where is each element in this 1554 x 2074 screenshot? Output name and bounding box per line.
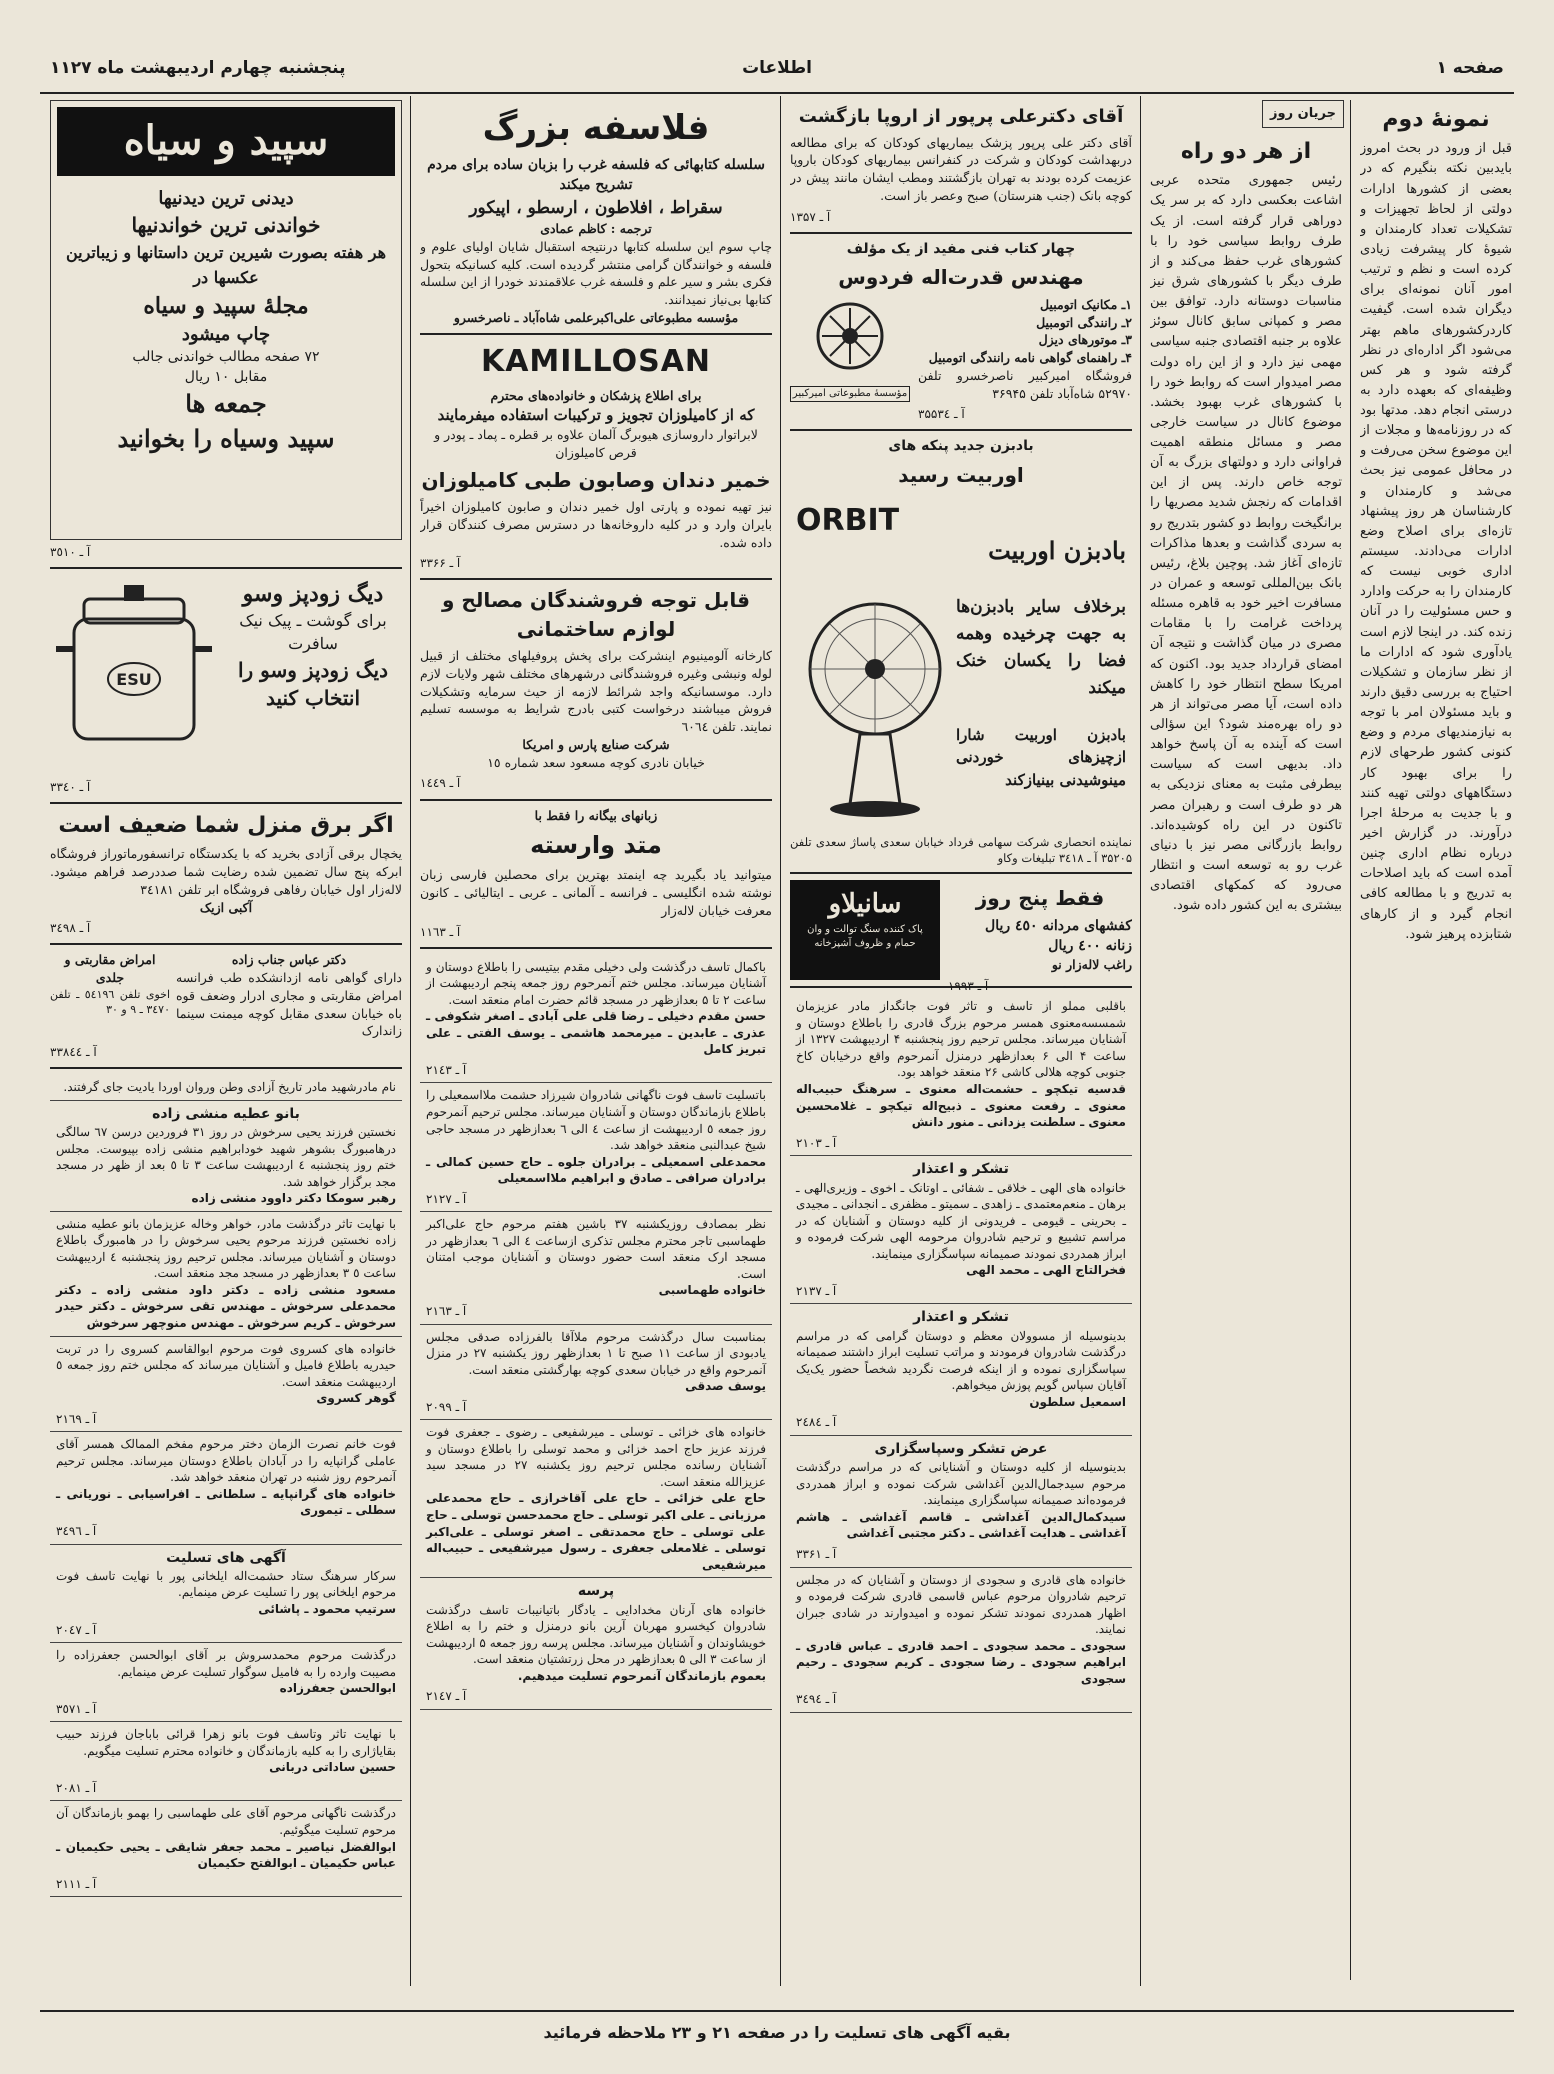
notice-ref: آ ـ ۲١٤۳ — [426, 1062, 467, 1077]
sepid-line: مقابل ١٠ ریال — [184, 368, 268, 385]
ad-ref: آ ـ ۱۳۵۷ — [790, 209, 831, 224]
page-number: صفحه ۱ — [1436, 58, 1504, 78]
ad-ref: آ ـ ٣٣٨٤٤ — [50, 1045, 97, 1060]
fan-ad-title: بادبزن جدید پنکه های — [888, 438, 1034, 455]
notice-text: باکمال تاسف درگذشت ولی دخیلی مقدم بیتیسی را باطلاع دوستان و آشنایان میرساند. مجلس ختم آنمرحوم روز جمعه پنجم اردیبهشت از ساعت ۲ تا ۵ بعدازظهر در مسجد قائم حضرت امام منعقد است. — [426, 959, 766, 1007]
books-title: چهار کتاب فنی مفید از یک مؤلف — [846, 240, 1076, 257]
sepid-line: خواندنی ترین خواندنیها — [131, 213, 321, 238]
notice-ref: آ ـ ٢١٦٩ — [56, 1411, 97, 1426]
notice — [50, 1101, 402, 1212]
shoes-prices: کفشهای مردانه ٤٥٠ ریال زنانه ٤٠٠ ریال — [985, 917, 1132, 954]
notice-title: تشکر و اعتذار — [913, 1309, 1009, 1326]
doctor-name: دکتر عباس جناب زاده — [231, 952, 347, 968]
notice-title: پرسه — [577, 1583, 615, 1600]
notice-ref: آ ـ ۲٠٩٩ — [426, 1399, 467, 1414]
doctor-return-title: آقای دکترعلی پرپور از اروپا بازگشت — [798, 106, 1124, 127]
ad-ref: آ ـ ١١٦٣ — [420, 924, 461, 939]
notice — [420, 1083, 772, 1212]
esu-text — [228, 579, 398, 712]
politics-body: رئیس جمهوری متحده عربی اشاعت بعکسی دارد که بر سر یک دوراهی قرار گرفته است. از یک طرف روابط سیاسی خود را با کشورهای غرب حفظ می‌کند و از طرف دیگر با کشورهای شرق نیز مناسبات دوستانه دارد. توافق بین مصر و کمپانی سابق کانال سوئز علاوه بر جنبه اقتصادی جنبه سیاسی مهمی نیز دارد و از این راه دولت مصر امیدوار است که روابط خود را با کشورهای غرب بهبود بخشد. موضوع کانال در سیاست خارجی مصر و مسائل منطقه اهمیت فراوانی دارد و دولتهای بزرگ به آن توجه خاص دارند. پس از این اقدامات که رنجش شدید مصریها را برانگیخت روابط دو کشور بتدریج رو به سردی گذاشت و بعدها مذاکرات تازه‌ای آغاز شد. پوچین بلاغ، رئیس بانک بین‌المللی توسعه و عمران در مسافرت اخیر خود به قاهره مسئله پرداخت غرامت را با مقامات مصری در میان گذاشت و نتیجه آن امضای قرارداد جدید بود. اکنون که امریکا سطح انتظار خود را کاهش داده است، آیا مصر می‌تواند از هر دو راه بهره‌مند شود؟ این سؤالی است که آینده به آن پاسخ خواهد داد. بدیهی است که سیاست بیطرفی مثبت به معنای نزدیکی به هر دو طرف است و رهبران مصر تاکنون در این راه کوشیده‌اند. روابط بازرگانی مصر نیز با دنیای غرب رو به توسعه است و انتظار می‌رود که کمکهای اقتصادی بیشتری به این کشور داده شود. — [1150, 173, 1342, 914]
fridge-company: آکبی ازیک — [199, 899, 253, 915]
fan-slogan-1: بادبزن اوربیت — [988, 535, 1126, 565]
doctor-ad — [50, 951, 402, 1040]
notice — [420, 955, 772, 1084]
notice — [50, 1432, 402, 1544]
divider — [420, 799, 772, 801]
notice-text: خانواده های قادری و سجودی از دوستان و آشنایان که در مجلس ترحیم شادروان مرحوم عباس قاسمی قادری شرکت فرموده و اظهار همدردی نمودند تشکر نموده و امیدوارند در شادی جبران نمایند. — [796, 1572, 1126, 1637]
fridge-title: اگر برق منزل شما ضعیف است — [58, 813, 394, 839]
car-wheel-icon — [790, 296, 910, 386]
aluminium-title: قابل توجه فروشندگان مصالح و لوازم ساختمانی — [442, 588, 750, 641]
translator: ترجمه : کاظم عمادی — [540, 221, 652, 237]
notice — [50, 1212, 402, 1337]
publisher-stamp: مؤسسهٔ مطبوعاتی امیرکبیر — [790, 386, 910, 402]
notice-text: درگذشت مرحوم محمدسروش بر آقای ابوالحسن جعفرزاده را مصیبت وارده را به فامیل سوگوار تسلیت عرض مینمایم. — [56, 1648, 396, 1679]
aluminium-company: شرکت صنایع پارس و امریکا — [522, 736, 670, 752]
shoes-ad — [948, 880, 1132, 994]
notice — [420, 1212, 772, 1324]
notice — [50, 1545, 402, 1644]
notice — [50, 1801, 402, 1897]
notice-text: خانواده های آرنان مخدادایی ـ یادگار باتیانیبات تاسف درگذشت شادروان کیخسرو مهربان آرین بانو درمنزل و ختم را به اطلاع خویشاوندان و آشنایان میرساند. مجلس پرسه روز جمعه ۵ اردیبهشت از ساعت ۳ الی ۵ بعدازظهر در محل زرتشتیان منعقد است. — [426, 1602, 766, 1667]
notice-text: با نهایت تاثر درگذشت مادر، خواهر وخاله عزیزمان بانو عطیه منشی زاده نخستین فرزند مرحوم یحیی سرخوش را در هامبورگ باطلاع دوستان و آشنایان میرساند. مجلس ترحیم روز پنجشنبه ٤ اردیبهشت ساعت ٥ ٣ بعدازظهر در مسجد مجد منعقد است. — [56, 1216, 396, 1281]
magazine-logo: سپید و سیاه — [57, 107, 395, 176]
column-badge: جریان روز — [1262, 100, 1344, 128]
philosophers-publisher: مؤسسه مطبوعاتی علی‌اکبرعلمی شاه‌آباد ـ ناصرخسرو — [453, 309, 739, 325]
esu-ad — [50, 575, 402, 775]
notice-names: اسمعیل سلطون — [1029, 1394, 1126, 1409]
notice-names: خانواده های گرانپایه ـ سلطانی ـ افراسیابی ـ نوریانی ـ سطلی ـ تیموری — [56, 1486, 396, 1518]
divider — [420, 947, 772, 949]
notice — [790, 1304, 1132, 1436]
notice-text: بمناسبت سال درگذشت مرحوم ملاآقا بالفرزاده صدقی مجلس یادبودی از ساعت ١١ صبح تا ١ بعدازظهر روز یکشنبه ٢٧ در منزل آنمرحوم واقع در خیابان سعدی کوچه بهارگشتی منعقد است. — [426, 1329, 767, 1377]
notice-names: یوسف صدقی — [685, 1379, 766, 1394]
newspaper-name: اطلاعات — [742, 58, 812, 78]
notice-title: بانو عطیه منشی زاده — [152, 1105, 300, 1122]
page-footer-note: بقیه آگهی های تسلیت را در صفحه ۲۱ و ۲۳ ملاحظه فرمائید — [543, 2023, 1011, 2042]
notice-names: ابوالحسن جعفرزاده — [279, 1681, 396, 1696]
book-item: ۴ـ راهنمای گواهی نامه رانندگی اتومبیل — [928, 350, 1132, 366]
notice — [420, 1578, 772, 1710]
politics-column — [1150, 132, 1342, 1980]
notice-title: تشکر و اعتذار — [913, 1161, 1009, 1178]
notice-text: فوت خانم نصرت الزمان دختر مرحوم مفخم الممالک همسر آقای عاملی گرانپایه را در آبادان باطلاع دوستان میرساند. مجلس ترحیم آنمرحوم روز شنبه در تهران منعقد خواهد شد. — [56, 1437, 396, 1485]
esu-line: سافرت — [288, 633, 338, 653]
publisher-logo — [790, 296, 910, 424]
notice-names: حسین ساداتی دربانی — [269, 1760, 396, 1775]
ad-ref: آ ـ ٣٤٩٨ — [50, 921, 91, 936]
aluminium-body: کارخانه آلومینیوم اینشرکت برای پخش پروفیلهای مختلف از قبیل لوله ونبشی وغیره فروشندگانی درشهرهای مختلف شهر ولایات لازم دارد. موسسانیکه واجد شرائط لازمه از حیث سرمایه وتشکیلات فروش میباشند درخواست کتبی بادرج شرایط به موسسه تسلیم نمایند. تلفن ٦٠٦٤ — [420, 648, 772, 735]
notice-names: فخرالتاج الهی ـ محمد الهی — [966, 1263, 1126, 1278]
aluminium-address: خیابان نادری کوچه مسعود سعد شماره ١٥ — [487, 754, 705, 770]
author-name: مهندس قدرت‌اله فردوس — [838, 265, 1084, 290]
ads-column-4 — [420, 100, 772, 1980]
notice-names: گوهر کسروی — [316, 1391, 396, 1406]
notice-names: مسعود منشی زاده ـ دکتر داود منشی زاده ـ دکتر محمدعلی سرخوش ـ مهندس تقی سرخوش ـ دکتر حیدر سرخوش ـ کریم سرخوش ـ مهندس منوچهر سرخوش — [56, 1282, 396, 1330]
shoes-title: فقط پنج روز — [975, 886, 1105, 911]
fan-ad-subtitle: اوربیت رسید — [898, 463, 1024, 488]
notice — [50, 1643, 402, 1722]
kamillosan-line: برای اطلاع پزشکان و خانواده‌های محترم — [490, 388, 702, 404]
notice-text: نظر بمصادف روزیکشنبه ۳٧ باشین هفتم مرحوم حاج علی‌اکبر طهماسبی تاجر محترم مجلس تذکری ازساعت ٤ الی ٦ بعدازظهر در مسجد ارک منعقد است حضور دوستان و آشنایان موجب امتنان است. — [426, 1217, 766, 1281]
notice-names: خانواده طهماسبی — [658, 1283, 766, 1298]
notice-names: رهبر سومکا دکتر داوود منشی زاده — [191, 1191, 396, 1206]
notice-ref: آ ـ ۲١٦٣ — [426, 1304, 467, 1319]
notice-text: نخستین فرزند یحیی سرخوش در روز ٣١ فروردین درسن ٦٧ سالگی درهامبورگ بشوهر شهید خودابراهیم منشی زاده بپیوست. مجلس ختم روز پنجشنبه ٤ اردیبهشت ساعت ٣ تا ٥ بعد از ظهر در مسجد مجد برگزار خواهد شد. — [56, 1124, 397, 1189]
ad-ref: آ ـ ٣٣٤٠ — [50, 780, 91, 795]
notice-ref: آ ـ ۲٤٨٤ — [796, 1415, 837, 1430]
column-divider — [780, 96, 781, 1986]
notice — [420, 1325, 772, 1421]
kamillosan-brand: KAMILLOSAN — [480, 343, 712, 379]
sepid-line: مجلهٔ سپید و سیاه — [143, 292, 309, 319]
notice — [790, 994, 1132, 1156]
notice-names: محمدعلی اسمعیلی ـ برادران جلوه ـ حاج حسین کمالی ـ برادران صرافی ـ صادق و ابراهیم ملااسمعیلی — [426, 1154, 766, 1186]
kamillosan-product: خمیر دندان وصابون طبی کامیلوزان — [421, 467, 771, 492]
book-item: ۱ـ مکانیک اتومبیل — [1039, 296, 1132, 312]
notice — [420, 1420, 772, 1578]
notice-ref: آ ـ ٢٠٤٧ — [56, 1622, 97, 1637]
divider — [790, 232, 1132, 234]
ad-ref: آ ـ ٣٥١٠ — [50, 545, 91, 559]
fan-ad-footer: نماینده انحصاری شرکت سهامی فرداد خیابان سعدی پاساژ سعدی تلفن ۳۵۲۰۵ آ ـ ۳٤۱۸ تبلیغات وکاو — [790, 834, 1132, 865]
notice-ref: آ ـ ۲١٤٧ — [426, 1689, 467, 1704]
notice-names: بعموم بازماندگان آنمرحوم تسلیت میدهیم. — [517, 1668, 766, 1683]
notice-ref: آ ـ ۳٤۹٤ — [796, 1692, 837, 1707]
esu-line: دیگ زودپز وسو را — [237, 657, 389, 682]
shoes-sanilo-row — [790, 880, 1132, 994]
notice — [790, 1568, 1132, 1713]
sanilo-ad — [790, 880, 940, 980]
notice — [50, 1075, 402, 1101]
divider — [790, 872, 1132, 874]
notice-ref: آ ـ ٣٥٧١ — [56, 1701, 97, 1716]
notice-ref: آ ـ ۳۳۶۱ — [796, 1547, 837, 1561]
sepid-line: دیدنی ترین دیدنیها — [158, 187, 294, 209]
editorial-column — [1360, 100, 1512, 1980]
notice-text: سرکار سرهنگ ستاد حشمت‌اله ایلخانی پور با نهایت تاسف فوت مرحوم ایلخانی پور را تسلیت عرض مینمایم. — [56, 1568, 396, 1600]
pressure-cooker-icon — [54, 579, 214, 759]
divider — [790, 429, 1132, 431]
notice-names: سجودی ـ محمد سجودی ـ احمد قادری ـ عباس قادری ـ ابراهیم سجودی ـ رضا سجودی ـ کریم سجودی ـ رحیم سجودی — [796, 1638, 1126, 1686]
notice-names: سیدکمال‌الدین آغداشی ـ قاسم آغداشی ـ هاشم آغداشی ـ هدایت آغداشی ـ دکتر مجتبی آغداشی — [796, 1509, 1126, 1541]
notices-col3 — [790, 994, 1132, 1713]
notice-text: خانواده های کسروی فوت مرحوم ابوالقاسم کسروی را در تربت حیدریه باطلاع فامیل و آشنایان میرساند که مجلس ختم روز جمعه ٥ اردیبهشت منعقد است. — [56, 1341, 396, 1389]
fridge-body: یخچال برقی آزادی بخرید که با یکدستگاه ترانسفورماتوراز فروشگاه ابرکه پنج سال تضمین شده رضایت شما صددرصد فراهم میشود. لاله‌زار اول خیابان رفاهی فروشگاه ابر تلفن ٣٤١٨١ — [50, 846, 402, 897]
divider — [50, 567, 402, 569]
sepid-line: جمعه ها — [185, 389, 267, 419]
philosophers-subtitle: سلسله کتابهائی که فلسفه غرب را بزبان ساده برای مردم تشریح میکند — [427, 157, 765, 194]
notice-names: حسن مقدم دخیلی ـ رضا قلی علی آبادی ـ اصغر شکوفی ـ عذری ـ عابدین ـ میرمحمد هاشمی ـ یوسف الفتی ـ علی تبریز کامل — [426, 1009, 766, 1057]
notice-names: ابوالفضل نیاصیر ـ محمد جعفر شایقی ـ یحیی حکیمیان ـ عباس حکیمیان ـ ابوالفتح حکیمیان — [56, 1839, 396, 1871]
divider — [50, 1067, 402, 1069]
sepid-line: چاپ میشود — [181, 324, 271, 346]
notice-names: سرتیپ محمود ـ پاشائی — [258, 1601, 396, 1616]
notice-ref: آ ـ ۲۱۳۷ — [796, 1283, 837, 1298]
doctor-body: دارای گواهی نامه ازدانشکده طب فرانسه امراض مقاربتی و مجاری ادرار وضعف قوه باه خیابان سعدی مقابل کوچه میمنت سینما زاندارک — [176, 970, 402, 1039]
sepid-line: هر هفته بصورت شیرین ترین داستانها و زیباترین عکسها در — [65, 242, 387, 288]
notice-title: آگهی های تسلیت — [166, 1549, 286, 1566]
philosophers-names: سقراط ، افلاطون ، ارسطو ، اپیکور — [469, 198, 723, 219]
language-body: میتوانید یاد بگیرید چه اینمتد بهترین برای محصلین فارسی زبان نوشته شده انگلیسی ـ فرانسه ـ آلمانی ـ عربی ـ ایتالیائی ـ کانون معرفت خیابان لاله‌زار — [420, 867, 772, 918]
sanilo-desc: پاک کننده سنگ توالت و وان حمام و ظروف آشپزخانه — [807, 924, 923, 950]
page-header — [40, 52, 1514, 88]
fan-slogan-3: بادبزن اوربیت شارا ازچیزهای خوردنی مینوشیدنی بینیازکند — [956, 725, 1126, 789]
notice-text: درگذشت ناگهانی مرحوم آقای علی طهماسبی را بهمو بازماندگان آن مرحوم تسلیت میگوئیم. — [56, 1806, 396, 1837]
divider — [50, 802, 402, 804]
notice — [790, 1436, 1132, 1568]
doctor-specialty: امراض مقاربتی و جلدی — [64, 952, 156, 986]
sanilo-brand: سانیلاو — [828, 889, 902, 920]
notice-ref: آ ـ ۲١٢٧ — [426, 1191, 467, 1206]
divider — [420, 333, 772, 335]
notice-text: باتسلیت تاسف فوت ناگهانی شادروان شیرزاد حشمت ملااسمعیلی را باطلاع بازماندگان دوستان و آشنایان میرساند. مجلس ترحیم آنمرحوم روز جمعه ٥ اردیبهشت از ساعت ٤ الی ٦ بعدازظهر در مسجد حاجی شیخ عبدالنبی منعقد خواهد شد. — [426, 1088, 767, 1153]
fan-icon — [800, 594, 950, 824]
notice-text: باقلبی مملو از تاسف و تاثر فوت جانگداز مادر عزیزمان شمسسه‌معنوی همسر مرحوم بزرگ قادری را باطلاع دوستان و آشنایان میرساند. مجلس ترحیم روز پنجشنبه ۴ اردیبهشت ۱۳۲۷ از ساعت ۴ الی ۶ بعدازظهر درمنزل آنمرحوم واقع درخیابان کاخ جنوبی کوچه هلالی کاشی ۲۶ منعقد خواهد بود. — [796, 999, 1127, 1080]
column-divider — [410, 96, 411, 1986]
divider — [420, 578, 772, 580]
issue-date: پنجشنبه چهارم اردیبهشت ماه ۱۱۲۷ — [50, 58, 346, 78]
doctor-return-body: آقای دکتر علی پرپور پزشک بیماریهای کودکان که برای مطالعه دربهداشت کودکان و شرکت در کنفرانس بیماریهای کودکان باروپا عزیمت کرده بودند به تهران بازگشتند ومطب ایشان مانند پیش در کوچه بانک (جنب هنرستان) صبح وعصر باز است. — [790, 134, 1132, 203]
philosophers-body: چاپ سوم این سلسله کتابها درنتیجه استقبال شایان اولیای علوم و فلسفه و خوانندگان گرامی منتشر گردیده است. کلیه کسانیکه بتحول فکری بشر و سیر علم و فلسفه غرب علاقمندند خودرا از این سلسله کتابها بی‌نیاز نمیدانند. — [420, 238, 772, 308]
doctor-phone: اخوی تلفن ٥٤١٩٦ ـ تلفن ٣٤٧٠ ـ ٩ و ٣٠ — [50, 987, 170, 1017]
sepid-line: سپید وسیاه را بخوانید — [117, 423, 335, 453]
ad-ref: آ ـ ۳۳۶۶ — [420, 556, 461, 571]
fan-ad — [790, 494, 1132, 834]
sepid-siah-ad — [50, 100, 402, 540]
book-item: ۳ـ موتورهای دیزل — [1038, 332, 1132, 348]
editorial-body: قبل از ورود در بحث امروز بایدبین نکته بنگیرم که در بعضی از کشورها ادارات دولتی از لحاظ تجهیزات و تشکیلات تعداد کارمندان و شیوهٔ کار پیشرفت زیادی کرده است و نظم و ترتیب امور آنان نمونه‌ای برای دیگران شده است. گیفیت کاردرکشورهای ماهم بهتر می‌شود اگر اداره‌ای در نظر گرفته شود و هر کس وظیفه‌ای که بعهده دارد به درستی انجام دهد. مدتها بود که در روزنامه‌ها و مجلات از این موضوع سخن می‌رفت و در محافل عمومی نیز بحث می‌شد و کارمندان و کارشناسان هر روز پیشنهاد تازه‌ای برای اصلاح وضع ادارات می‌دادند. سیستم اداری خوبی نیست که کارمندان را به حرکت وادارد و حس مسئولیت را در آنان زنده کند. در اینجا لازم است یادآوری شود که ادارات ما از نظر سازمان و تشکیلات احتیاج به بررسی دقیق دارند و باید مسئولان امر با توجه به نیازمندیهای مردم و وضع کنونی کشور طرحهای لازم را برای بهبود کار دستگاههای دولتی تهیه کنند و با جدیت به مرحلهٔ اجرا درآورند. در گزارش اخیر درباره نظام اداری چنین آمده است که باید اصلاحات به تدریج و با مطالعه کافی انجام گیرد و از کارهای شتابزده پرهیز شود. — [1360, 141, 1512, 942]
notice-text: با نهایت تاثر وتاسف فوت بانو زهرا قرائی باباجان فرزند حبیب بقایاژاری را به کلیه بازماندگان و خانواده محترم تسلیت میگویم. — [56, 1727, 396, 1758]
ad-ref: آ ـ ۳۵۵۳٤ — [918, 407, 965, 422]
books-ad — [790, 296, 1132, 424]
ads-column-5 — [50, 100, 402, 1980]
notice — [50, 1722, 402, 1801]
orbit-logo: ORBIT — [796, 502, 900, 538]
ad-ref: آ ـ ١٤٤٩ — [420, 776, 461, 791]
politics-title: از هر دو راه — [1180, 139, 1312, 164]
philosophers-title: فلاسفه بزرگ — [482, 108, 710, 148]
language-title: زبانهای بیگانه را فقط با — [534, 807, 658, 823]
ad-ref: آ ـ ۱۹۹۳ — [948, 979, 989, 994]
notice-text: نام مادرشهید مادر تاریخ آزادی وطن وروان اوردا یادیت جای گرفتند. — [63, 1080, 396, 1095]
notice-ref: آ ـ ٢١١١ — [56, 1876, 97, 1891]
header-rule — [40, 92, 1514, 94]
notice-text: خانواده های الهی ـ خلاقی ـ شفائی ـ اوتانک ـ اخوی ـ وزیری‌الهی ـ برهان ـ منعم‌معتمدی ـ زاهدی ـ سمیتو ـ مظفری ـ انجدانی ـ مجیدی ـ بحرینی ـ قیومی ـ فریدونی از کلیه دوستان و آشنایان که در مراسم تشییع و ترحیم شادروان مرحومه الهی شرکت فرموده و ابراز همدردی نمودند صمیمانه سپاسگزاری مینمایند. — [796, 1180, 1126, 1261]
notice-text: بدینوسیله از مسوولان معظم و دوستان گرامی که در مراسم درگذشت شادروان فرمودند و مراتب تسلیت ابراز داشتند صمیمانه سپاسگزاری نموده و از اینکه فرصت نگردید شخصاً حضور یک‌یک آقایان سپاس گویم پوزش میخواهم. — [796, 1328, 1126, 1393]
kamillosan-line: لابراتوار داروسازی هیوبرگ آلمان علاوه بر قطره ـ پماد ـ پودر و قرص کامیلوزان — [434, 427, 758, 461]
language-method: متد وارسته — [530, 831, 662, 860]
notice-ref: آ ـ ٢٠٨١ — [56, 1780, 97, 1795]
footer-rule — [40, 2010, 1514, 2012]
esu-brand-mark: ESU — [116, 670, 152, 690]
editorial-title: نمونهٔ دوم — [1382, 107, 1490, 132]
esu-line: انتخاب کنید — [265, 686, 361, 711]
kamillosan-body: نیز تهیه نموده و پارتی اول خمیر دندان و صابون کامیلوزان اخیراً بایران وارد و در کلیه داروخانه‌ها در دسترس مصرف کنندگان قرار داده شده. — [420, 499, 772, 550]
notice-names: قدسیه تیکچو ـ حشمت‌اله معنوی ـ سرهنگ حبیب‌اله معنوی ـ رفعت معنوی ـ ذبیح‌اله تیکچو ـ غلامحسین معنوی ـ سلطنت یزدانی ـ منور دانش — [796, 1082, 1126, 1130]
notice — [50, 1337, 402, 1433]
esu-line: دیگ زودپز وسو — [242, 581, 384, 608]
sepid-line: ٧٢ صفحه مطالب خواندنی جالب — [132, 348, 320, 365]
column-divider — [1140, 96, 1141, 1986]
notice-ref: آ ـ ۲۱۰۳ — [796, 1135, 837, 1150]
notice-text: بدینوسیله از کلیه دوستان و آشنایانی که در مراسم درگذشت مرحوم سیدجمال‌الدین آغداشی شرکت نموده و ابراز همدردی فرموده‌اند صمیمانه سپاسگزاری مینمایند. — [796, 1460, 1126, 1508]
column-divider — [1350, 100, 1351, 1980]
ads-column-3 — [790, 100, 1132, 1980]
bookstore-address: فروشگاه امیرکبیر ناصرخسرو تلفن ۵۲۹۷۰ شاه‌آباد تلفن ۳۶۹۴۵ — [918, 367, 1132, 401]
book-item: ۲ـ رانندگی اتومبیل — [1036, 314, 1132, 330]
divider — [50, 943, 402, 945]
notice-text: خانواده های خزائی ـ توسلی ـ میرشفیعی ـ رضوی ـ جعفری فوت فرزند عزیز حاج احمد خزائی و محمد توسلی را باطلاع دوستان و آشنایان رسانده مجلس ترحیم روز یکشنبه ٢٧ در مسجد سید عزیزالله منعقد است. — [426, 1425, 766, 1489]
notice-names: حاج علی خزائی ـ حاج علی آقاخرازی ـ حاج محمدعلی مرزبانی ـ علی اکبر توسلی ـ حاج محمدحسن توسلی ـ حاج علی توسلی ـ حاج محمدتقی ـ اصغر توسلی ـ علی‌اکبر توسلی ـ غلامعلی جعفری ـ رسول میرشفیعی ـ حبیب‌اله میرشفیعی — [426, 1491, 766, 1572]
kamillosan-line: که از کامیلوزان تجویز و ترکیبات استفاده میفرمایند — [437, 405, 755, 424]
notice — [790, 1156, 1132, 1304]
fan-slogan-2: برخلاف سایر بادبزن‌ها به جهت چرخیده وهمه فضا را یکسان خنک میکند — [956, 596, 1126, 699]
notice-ref: آ ـ ٣٤٩٦ — [56, 1524, 97, 1538]
notice-title: عرض تشکر وسپاسگزاری — [874, 1440, 1048, 1457]
esu-line: برای گوشت ـ پیک نیک — [239, 611, 387, 631]
shoes-shop: راغب لاله‌زار نو — [1051, 957, 1132, 973]
